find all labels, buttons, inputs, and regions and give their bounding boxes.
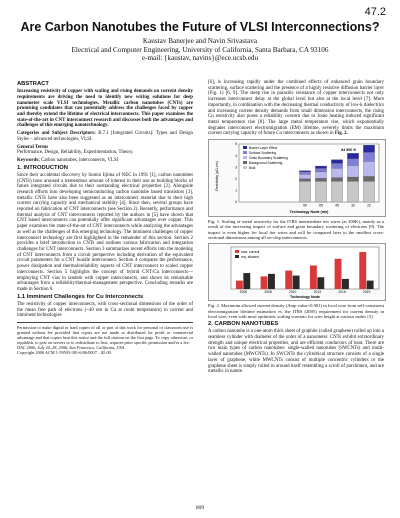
fig2-legend-max: max. current bbox=[241, 250, 260, 255]
fig1-bar-45-grain-boundary-scattering bbox=[331, 168, 342, 177]
fig1-ylabel: Resistivity (μΩ-cm) bbox=[215, 161, 219, 191]
fig2-legend-req: req. allowed bbox=[241, 255, 259, 260]
fig1-ytick-label: 2 bbox=[235, 177, 237, 182]
fig2-bar-2010-req bbox=[293, 276, 300, 289]
general-terms-text: Performance, Design, Reliability, Experimentation, Theory. bbox=[17, 150, 134, 156]
keywords bbox=[17, 158, 193, 164]
fig1-bar-65-background-scattering bbox=[315, 178, 326, 181]
fig1-bar-22-barrier-layer-effect bbox=[363, 145, 374, 152]
fig1-ytick-label: 4 bbox=[235, 153, 237, 158]
fig2-xtick-label: 2016 bbox=[338, 290, 346, 295]
fig1-xtick-label: 22 bbox=[367, 203, 371, 208]
fig1-legend-surface: Surface Scattering bbox=[249, 151, 277, 156]
fig1-ytick-label: 0 bbox=[235, 200, 237, 205]
venue: DAC 2006, July 24–28, 2006, San Francisco, California, USA. bbox=[17, 344, 126, 350]
affiliation: Electrical and Computer Engineering, University of California, Santa Barbara, CA 93106 bbox=[71, 45, 329, 54]
figure-2 bbox=[208, 243, 386, 301]
subsection-heading: 1.1 Imminent Challenges for Cu Interconnects bbox=[17, 293, 144, 300]
figure-1-caption: Fig. 1. Scaling of metal resistivity for the ITRS intermediate tier wires (at 300K), mainly as a result of the increasing impact of surface and grain boundary scattering of electrons [9]. The impact is even higher for local tier wires and will be compared later to the smallest cross-sectional dimensions among all on-chip interconnects. bbox=[208, 219, 384, 240]
fig1-bar-32-barrier-layer-effect bbox=[347, 153, 358, 158]
fig1-bar-90-surface-scattering bbox=[299, 172, 310, 174]
left-column bbox=[17, 80, 193, 355]
fig1-xlabel: Technology Node (nm) bbox=[289, 210, 329, 215]
fig1-ytick-label: 5 bbox=[235, 142, 237, 147]
fig2-bar-2019-max bbox=[359, 252, 366, 289]
fig2-xtick-label: 2010 bbox=[288, 290, 297, 295]
fig1-bar-65-barrier-layer-effect bbox=[315, 166, 326, 168]
fig2-xtick-label: 2019 bbox=[362, 290, 371, 295]
fig1-bar-90-background-scattering bbox=[299, 179, 310, 181]
fig1-ytick-label: 3 bbox=[235, 165, 237, 170]
fig2-xtick-label: 2005 bbox=[239, 290, 248, 295]
email: e-mail: {kaustav, navins}@ece.ucsb.edu bbox=[141, 54, 259, 62]
fig2-bar-2005-req bbox=[243, 273, 250, 289]
fig2-bar-2008-req bbox=[268, 274, 275, 289]
authors: Kaustav Banerjee and Navin Srivastava bbox=[142, 37, 258, 45]
paper-title: Are Carbon Nanotubes the Future of VLSI Interconnections? bbox=[20, 20, 380, 34]
fig1-xtick-label: 32 bbox=[351, 203, 355, 208]
fig2-bar-2010-max bbox=[285, 271, 292, 289]
fig1-bar-45-barrier-layer-effect bbox=[331, 160, 342, 163]
fig1-legend-barrier: Barrier Layer Effect bbox=[249, 146, 278, 151]
fig2-reference: Fig. 2. bbox=[334, 131, 348, 137]
fig1-legend-swatch-background bbox=[243, 161, 247, 164]
fig1-ytick-label: 1 bbox=[235, 188, 237, 193]
fig2-bar-2019-req bbox=[367, 281, 374, 289]
fig2-xtick-label: 2013 bbox=[313, 290, 322, 295]
categories bbox=[17, 131, 193, 142]
session-number: 47.2 bbox=[364, 6, 386, 18]
general-terms-label: General Terms bbox=[17, 144, 49, 150]
fig1-bar-45-background-scattering bbox=[331, 178, 342, 181]
abstract-text: Increasing resistivity of copper with scaling and rising demands on current density requirements are driving the need to identify new wiring solutions for deep nanometer scale VLSI technologies. Metallic carbon nanotubes (CNTs) are promising candidates that can potentially address the challenges faced by copper and thereby extend the lifetime of electrical interconnects. This paper examines the state-of-the-art in CNT interconnect research and discusses both the advantages and challenges of this emerging nanotechnology. bbox=[17, 89, 193, 129]
section2-heading: 2. CARBON NANOTUBES bbox=[208, 321, 279, 328]
fig1-legend-swatch-grain bbox=[243, 156, 247, 159]
fig1-bar-90-grain-boundary-scattering bbox=[299, 174, 310, 179]
introduction-text: Since their accidental discovery by Sumio Iijima of NEC in 1991 [1], carbon nanotubes (CNTs) have aroused a tremendous amount of interest in their use as building blocks of future integrated circuits due to their outstanding electrical properties [2]. Alongside research efforts into developing semiconducting carbon nanotube based transistors [3], metallic CNTs have also been suggested as an interconnect material due to their high current carrying capacity and mechanical stability [4]. Since then, several groups have reported on fabrication of CNT interconnects (see Section 2). Recently, performance and thermal analysis of CNT interconnects reported by the authors in [5] have shown that CNT based interconnects can potentially offer significant advantages over copper. This paper examines the state-of-the-art of CNT interconnects while analyzing the advantages as well as the challenges of this emerging technology. The imminent challenges of copper interconnect technology are first highlighted in the remainder of this section. Section 2 provides a brief introduction to CNTs and outlines various fabrication and integration challenges for CNT interconnects. Section 3 summarizes recent efforts into the modeling of CNT interconnects from a circuit perspective including derivation of the equivalent circuit parameters for a CNT bundle interconnect. Section 4 compares the performance, power dissipation and thermal/reliability aspects of CNT interconnect to scaled copper interconnects. Section 5 highlights the concept of hybrid CNT/Cu interconnects—employing CNT vias in tandem with copper interconnects, and shows its remarkable advantages from a reliability/thermal-management perspective. Concluding remarks are made in Section 6. bbox=[17, 172, 193, 292]
fig1-annotation: At 300 K bbox=[341, 148, 357, 153]
figure-1 bbox=[208, 139, 386, 217]
fig2-xlabel: Technology Node bbox=[290, 295, 320, 300]
introduction-heading: 1. INTRODUCTION bbox=[17, 164, 68, 171]
fig1-legend-grain: Grain Boundary Scattering bbox=[249, 156, 288, 161]
fig1-bar-32-surface-scattering bbox=[347, 159, 358, 166]
right-column bbox=[208, 80, 384, 377]
fig1-legend-swatch-surface bbox=[243, 151, 247, 154]
subsection-text: The resistivity of copper interconnects, with cross-sectional dimensions of the order of the mean free path of electrons (~40 nm in Cu at room temperature) in current and imminent technologies bbox=[17, 301, 193, 319]
fig1-legend-bulk: Bulk bbox=[249, 166, 256, 171]
fig2-bar-2016-max bbox=[335, 259, 342, 289]
categories-label: Categories and Subject Descriptors: bbox=[17, 131, 96, 137]
permission-text: Permission to make digital or hard copies of all or part of this work for personal or classroom use is granted without fee provided that copies are not made or distributed for profit or commercial advantage and that copies bear this notice and the full citation on the first page. To copy otherwise, or republish, to post on servers or to redistribute to lists, requires prior specific permission and/or a fee. bbox=[17, 324, 193, 345]
fig1-bar-65-surface-scattering bbox=[315, 168, 326, 171]
fig1-bar-90-bulk bbox=[299, 181, 310, 202]
fig1-legend-background: Background Scattering bbox=[249, 161, 283, 166]
fig1-legend-swatch-barrier bbox=[243, 146, 247, 149]
fig2-xtick-label: 2008 bbox=[264, 290, 272, 295]
fig1-xtick-label: 65 bbox=[319, 203, 323, 208]
fig1-bar-65-bulk bbox=[315, 181, 326, 202]
keywords-label: Keywords: bbox=[17, 157, 40, 163]
fig2-bar-2013-max bbox=[310, 266, 317, 290]
fig2-bar-2008-max bbox=[261, 277, 268, 290]
page-number: 809 bbox=[195, 505, 205, 511]
fig2-legend-swatch-max bbox=[235, 250, 239, 253]
fig1-bar-22-bulk bbox=[363, 181, 374, 202]
fig1-bar-65-grain-boundary-scattering bbox=[315, 172, 326, 178]
categories-text: B.7.1 [Integrated Circuits]: Types and Design Styles – advanced technologies, VLSI. bbox=[17, 131, 193, 142]
fig1-xtick-label: 90 bbox=[303, 203, 307, 208]
author-block bbox=[0, 37, 400, 63]
figure-1-chart bbox=[209, 140, 385, 216]
fig1-bar-32-grain-boundary-scattering bbox=[347, 165, 358, 177]
fig1-bar-32-background-scattering bbox=[347, 177, 358, 181]
fig1-bar-22-surface-scattering bbox=[363, 152, 374, 161]
copyright-notice bbox=[17, 322, 193, 355]
abstract-heading: ABSTRACT bbox=[17, 81, 49, 87]
fig2-bar-2016-req bbox=[342, 279, 349, 289]
figure-2-chart bbox=[209, 244, 385, 300]
fig1-xtick-label: 45 bbox=[335, 203, 339, 208]
right-paragraph-text: [6], is increasing rapidly under the combined effects of enhanced grain boundary scattering, surface scattering and the presence of a highly resistive diffusion barrier layer (Fig. 1) [6, 9]. The steep rise in parasitic resistance of copper interconnects not only increases interconnect delay at the global level but also at the local level [7]. More importantly, in combination with the decreasing thermal conductivity of low-k dielectrics and increasing current density demands from small dimension interconnects, the rising Cu resistivity also poses a reliability concern due to Joule heating induced significant metal temperature rise [8]. The large metal temperature rise, which exponentially degrades interconnect electromigration (EM) lifetime, severely limits the maximum current carrying capacity of future Cu interconnects as shown in bbox=[208, 80, 384, 137]
fig1-bar-22-background-scattering bbox=[363, 177, 374, 182]
fig2-legend-swatch-req bbox=[235, 255, 239, 258]
fig1-bar-22-grain-boundary-scattering bbox=[363, 161, 374, 176]
copyright-line: Copyright 2006 ACM 1-59593-381-6/06/0007 ...$5.00. bbox=[17, 349, 112, 355]
figure-2-caption: Fig. 2. Maximum allowed current density (Amp value×0.001) in local wire from self-consistent electromigration lifetime estimation vs. the ITRS (2005) requirement for current density in local wire, even with most optimistic scaling scenario for wire height at various nodes [3]. bbox=[208, 303, 384, 319]
right-paragraph bbox=[208, 80, 384, 137]
fig2-bar-2005-max bbox=[236, 281, 243, 289]
fig1-bar-90-barrier-layer-effect bbox=[299, 171, 310, 172]
fig2-bar-2013-req bbox=[317, 277, 324, 289]
section2-text: A carbon nanotube is a one-atom thick sheet of graphite (called graphene) rolled up into a seamless cylinder with diameter of the order of a nanometer. CNTs exhibit extraordinary strength and unique electrical properties, and are efficient conductors of heat. There are two main types of carbon nanotubes: single-walled nanotubes (SWCNTs) and multi-walled nanotubes (MWCNTs). In SWCNTs the cylindrical structure consists of a single layer of graphene, while MWCNTs consist of multiple concentric cylinders or the graphene sheet is simply rolled in around itself resembling a scroll of parchment, and are metallic in nature. bbox=[208, 329, 384, 375]
keywords-text: Carbon nanotubes, interconnects, VLSI bbox=[41, 157, 119, 163]
fig1-legend-swatch-bulk bbox=[243, 166, 247, 169]
fig1-bar-45-bulk bbox=[331, 181, 342, 202]
fig1-bar-45-surface-scattering bbox=[331, 163, 342, 168]
fig1-bar-32-bulk bbox=[347, 181, 358, 202]
